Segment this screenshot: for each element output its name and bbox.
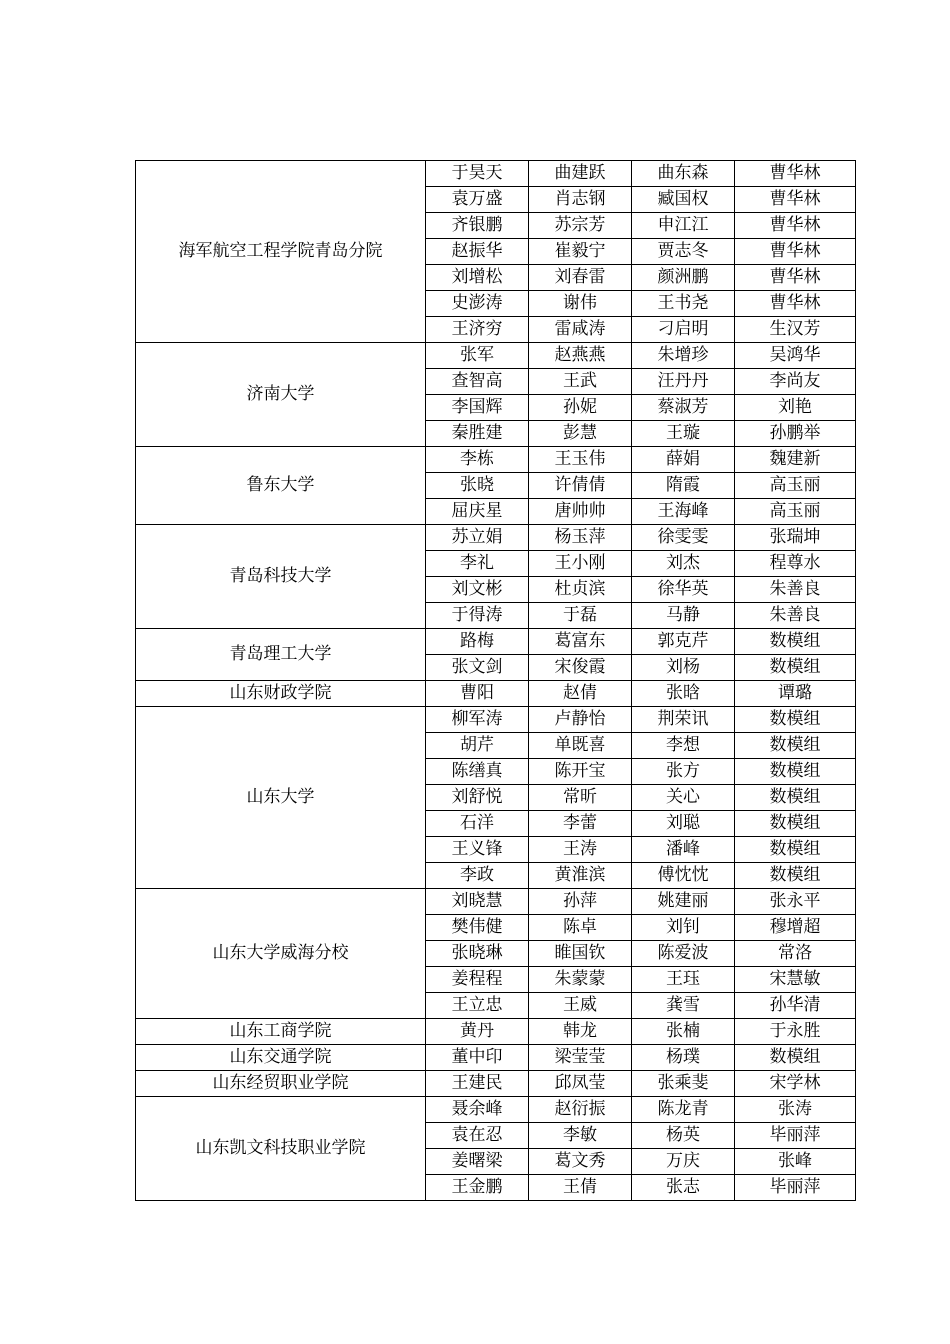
advisor-name-cell: 数模组 [735, 733, 856, 759]
member-name-cell: 齐银鹏 [426, 213, 529, 239]
advisor-name-cell: 高玉丽 [735, 499, 856, 525]
member-name-cell: 杜贞滨 [529, 577, 632, 603]
member-name-cell: 王济穷 [426, 317, 529, 343]
member-name-cell: 关心 [632, 785, 735, 811]
advisor-name-cell: 毕丽萍 [735, 1175, 856, 1201]
member-name-cell: 路梅 [426, 629, 529, 655]
member-name-cell: 陈缮真 [426, 759, 529, 785]
advisor-name-cell: 数模组 [735, 785, 856, 811]
member-name-cell: 王璇 [632, 421, 735, 447]
school-name-cell: 山东凯文科技职业学院 [136, 1097, 426, 1201]
member-name-cell: 王书尧 [632, 291, 735, 317]
member-name-cell: 苏立娟 [426, 525, 529, 551]
advisor-name-cell: 数模组 [735, 1045, 856, 1071]
advisor-name-cell: 数模组 [735, 707, 856, 733]
member-name-cell: 王立忠 [426, 993, 529, 1019]
advisor-name-cell: 张峰 [735, 1149, 856, 1175]
member-name-cell: 薛娟 [632, 447, 735, 473]
advisor-name-cell: 宋慧敏 [735, 967, 856, 993]
advisor-name-cell: 宋学林 [735, 1071, 856, 1097]
member-name-cell: 李政 [426, 863, 529, 889]
advisor-name-cell: 孙华清 [735, 993, 856, 1019]
member-name-cell: 颜洲鹏 [632, 265, 735, 291]
member-name-cell: 查智高 [426, 369, 529, 395]
member-name-cell: 王义锋 [426, 837, 529, 863]
member-name-cell: 梁莹莹 [529, 1045, 632, 1071]
member-name-cell: 葛文秀 [529, 1149, 632, 1175]
member-name-cell: 李国辉 [426, 395, 529, 421]
member-name-cell: 陈龙青 [632, 1097, 735, 1123]
advisor-name-cell: 常洛 [735, 941, 856, 967]
member-name-cell: 李敏 [529, 1123, 632, 1149]
member-name-cell: 赵振华 [426, 239, 529, 265]
member-name-cell: 朱蒙蒙 [529, 967, 632, 993]
table-row [136, 629, 856, 655]
member-name-cell: 张军 [426, 343, 529, 369]
member-name-cell: 杨玉萍 [529, 525, 632, 551]
member-name-cell: 马静 [632, 603, 735, 629]
member-name-cell: 姚建丽 [632, 889, 735, 915]
member-name-cell: 曲建跃 [529, 161, 632, 187]
member-name-cell: 崔毅宁 [529, 239, 632, 265]
table-row [136, 525, 856, 551]
member-name-cell: 赵倩 [529, 681, 632, 707]
school-name-cell: 鲁东大学 [136, 447, 426, 525]
advisor-name-cell: 张瑞坤 [735, 525, 856, 551]
member-name-cell: 刁启明 [632, 317, 735, 343]
advisor-name-cell: 张涛 [735, 1097, 856, 1123]
member-name-cell: 刘文彬 [426, 577, 529, 603]
member-name-cell: 樊伟健 [426, 915, 529, 941]
member-name-cell: 常昕 [529, 785, 632, 811]
member-name-cell: 柳军涛 [426, 707, 529, 733]
member-name-cell: 曲东森 [632, 161, 735, 187]
member-name-cell: 王武 [529, 369, 632, 395]
member-name-cell: 赵燕燕 [529, 343, 632, 369]
member-name-cell: 王倩 [529, 1175, 632, 1201]
member-name-cell: 史澎涛 [426, 291, 529, 317]
advisor-name-cell: 数模组 [735, 863, 856, 889]
member-name-cell: 申江江 [632, 213, 735, 239]
member-name-cell: 贾志冬 [632, 239, 735, 265]
member-name-cell: 张文剑 [426, 655, 529, 681]
member-name-cell: 黄丹 [426, 1019, 529, 1045]
member-name-cell: 朱增珍 [632, 343, 735, 369]
advisor-name-cell: 程尊水 [735, 551, 856, 577]
member-name-cell: 陈开宝 [529, 759, 632, 785]
member-name-cell: 曹阳 [426, 681, 529, 707]
member-name-cell: 苏宗芳 [529, 213, 632, 239]
advisor-name-cell: 高玉丽 [735, 473, 856, 499]
member-name-cell: 秦胜建 [426, 421, 529, 447]
advisor-name-cell: 朱善良 [735, 603, 856, 629]
advisor-name-cell: 魏建新 [735, 447, 856, 473]
member-name-cell: 宋俊霞 [529, 655, 632, 681]
member-name-cell: 韩龙 [529, 1019, 632, 1045]
member-name-cell: 唐帅帅 [529, 499, 632, 525]
advisor-name-cell: 穆增超 [735, 915, 856, 941]
member-name-cell: 赵衍振 [529, 1097, 632, 1123]
member-name-cell: 于磊 [529, 603, 632, 629]
advisor-name-cell: 朱善良 [735, 577, 856, 603]
member-name-cell: 姜曙梁 [426, 1149, 529, 1175]
member-name-cell: 汪丹丹 [632, 369, 735, 395]
member-name-cell: 胡芹 [426, 733, 529, 759]
advisor-name-cell: 曹华林 [735, 291, 856, 317]
member-name-cell: 单既喜 [529, 733, 632, 759]
member-name-cell: 石洋 [426, 811, 529, 837]
advisor-name-cell: 张永平 [735, 889, 856, 915]
table-row [136, 707, 856, 733]
member-name-cell: 徐华英 [632, 577, 735, 603]
table-row [136, 1019, 856, 1045]
advisor-name-cell: 曹华林 [735, 265, 856, 291]
table-row [136, 1045, 856, 1071]
member-name-cell: 刘舒悦 [426, 785, 529, 811]
member-name-cell: 张晗 [632, 681, 735, 707]
member-name-cell: 王海峰 [632, 499, 735, 525]
school-name-cell: 济南大学 [136, 343, 426, 447]
member-name-cell: 张晓 [426, 473, 529, 499]
member-name-cell: 张晓琳 [426, 941, 529, 967]
roster-table [135, 160, 856, 1201]
member-name-cell: 张志 [632, 1175, 735, 1201]
member-name-cell: 蔡淑芳 [632, 395, 735, 421]
member-name-cell: 于昊天 [426, 161, 529, 187]
member-name-cell: 杨璞 [632, 1045, 735, 1071]
member-name-cell: 王建民 [426, 1071, 529, 1097]
advisor-name-cell: 数模组 [735, 629, 856, 655]
member-name-cell: 李栋 [426, 447, 529, 473]
member-name-cell: 肖志钢 [529, 187, 632, 213]
advisor-name-cell: 刘艳 [735, 395, 856, 421]
member-name-cell: 王涛 [529, 837, 632, 863]
member-name-cell: 张方 [632, 759, 735, 785]
member-name-cell: 雷咸涛 [529, 317, 632, 343]
roster-body [136, 161, 856, 1201]
school-name-cell: 山东大学威海分校 [136, 889, 426, 1019]
advisor-name-cell: 孙鹏举 [735, 421, 856, 447]
advisor-name-cell: 曹华林 [735, 161, 856, 187]
member-name-cell: 隋霞 [632, 473, 735, 499]
member-name-cell: 荆荣讯 [632, 707, 735, 733]
member-name-cell: 王金鹏 [426, 1175, 529, 1201]
member-name-cell: 聂余峰 [426, 1097, 529, 1123]
table-row [136, 161, 856, 187]
member-name-cell: 袁万盛 [426, 187, 529, 213]
member-name-cell: 彭慧 [529, 421, 632, 447]
school-name-cell: 山东工商学院 [136, 1019, 426, 1045]
member-name-cell: 于得涛 [426, 603, 529, 629]
member-name-cell: 刘春雷 [529, 265, 632, 291]
member-name-cell: 李礼 [426, 551, 529, 577]
member-name-cell: 袁在忍 [426, 1123, 529, 1149]
advisor-name-cell: 曹华林 [735, 187, 856, 213]
member-name-cell: 姜程程 [426, 967, 529, 993]
school-name-cell: 青岛理工大学 [136, 629, 426, 681]
member-name-cell: 王威 [529, 993, 632, 1019]
school-name-cell: 山东交通学院 [136, 1045, 426, 1071]
member-name-cell: 傅忱忱 [632, 863, 735, 889]
member-name-cell: 刘钊 [632, 915, 735, 941]
member-name-cell: 陈爱波 [632, 941, 735, 967]
advisor-name-cell: 曹华林 [735, 213, 856, 239]
member-name-cell: 徐雯雯 [632, 525, 735, 551]
school-name-cell: 青岛科技大学 [136, 525, 426, 629]
table-row [136, 343, 856, 369]
member-name-cell: 葛富东 [529, 629, 632, 655]
advisor-name-cell: 曹华林 [735, 239, 856, 265]
member-name-cell: 刘聪 [632, 811, 735, 837]
member-name-cell: 孙萍 [529, 889, 632, 915]
member-name-cell: 王珏 [632, 967, 735, 993]
member-name-cell: 睢国钦 [529, 941, 632, 967]
school-name-cell: 山东大学 [136, 707, 426, 889]
member-name-cell: 李想 [632, 733, 735, 759]
member-name-cell: 刘增松 [426, 265, 529, 291]
member-name-cell: 张乘斐 [632, 1071, 735, 1097]
member-name-cell: 龚雪 [632, 993, 735, 1019]
member-name-cell: 谢伟 [529, 291, 632, 317]
member-name-cell: 李蕾 [529, 811, 632, 837]
member-name-cell: 刘杨 [632, 655, 735, 681]
school-name-cell: 山东经贸职业学院 [136, 1071, 426, 1097]
member-name-cell: 郭克芹 [632, 629, 735, 655]
member-name-cell: 卢静怡 [529, 707, 632, 733]
member-name-cell: 孙妮 [529, 395, 632, 421]
member-name-cell: 黄淮滨 [529, 863, 632, 889]
member-name-cell: 刘晓慧 [426, 889, 529, 915]
advisor-name-cell: 李尚友 [735, 369, 856, 395]
school-name-cell: 山东财政学院 [136, 681, 426, 707]
advisor-name-cell: 生汉芳 [735, 317, 856, 343]
advisor-name-cell: 数模组 [735, 837, 856, 863]
member-name-cell: 陈卓 [529, 915, 632, 941]
advisor-name-cell: 数模组 [735, 759, 856, 785]
member-name-cell: 杨英 [632, 1123, 735, 1149]
school-name-cell: 海军航空工程学院青岛分院 [136, 161, 426, 343]
member-name-cell: 潘峰 [632, 837, 735, 863]
member-name-cell: 臧国权 [632, 187, 735, 213]
table-row [136, 447, 856, 473]
advisor-name-cell: 毕丽萍 [735, 1123, 856, 1149]
member-name-cell: 屈庆星 [426, 499, 529, 525]
member-name-cell: 王小刚 [529, 551, 632, 577]
advisor-name-cell: 于永胜 [735, 1019, 856, 1045]
member-name-cell: 董中印 [426, 1045, 529, 1071]
table-row [136, 1071, 856, 1097]
table-row [136, 681, 856, 707]
table-row [136, 1097, 856, 1123]
member-name-cell: 王玉伟 [529, 447, 632, 473]
table-row [136, 889, 856, 915]
member-name-cell: 张楠 [632, 1019, 735, 1045]
advisor-name-cell: 数模组 [735, 811, 856, 837]
member-name-cell: 万庆 [632, 1149, 735, 1175]
advisor-name-cell: 谭璐 [735, 681, 856, 707]
member-name-cell: 邱凤莹 [529, 1071, 632, 1097]
advisor-name-cell: 吴鸿华 [735, 343, 856, 369]
member-name-cell: 许倩倩 [529, 473, 632, 499]
member-name-cell: 刘杰 [632, 551, 735, 577]
advisor-name-cell: 数模组 [735, 655, 856, 681]
